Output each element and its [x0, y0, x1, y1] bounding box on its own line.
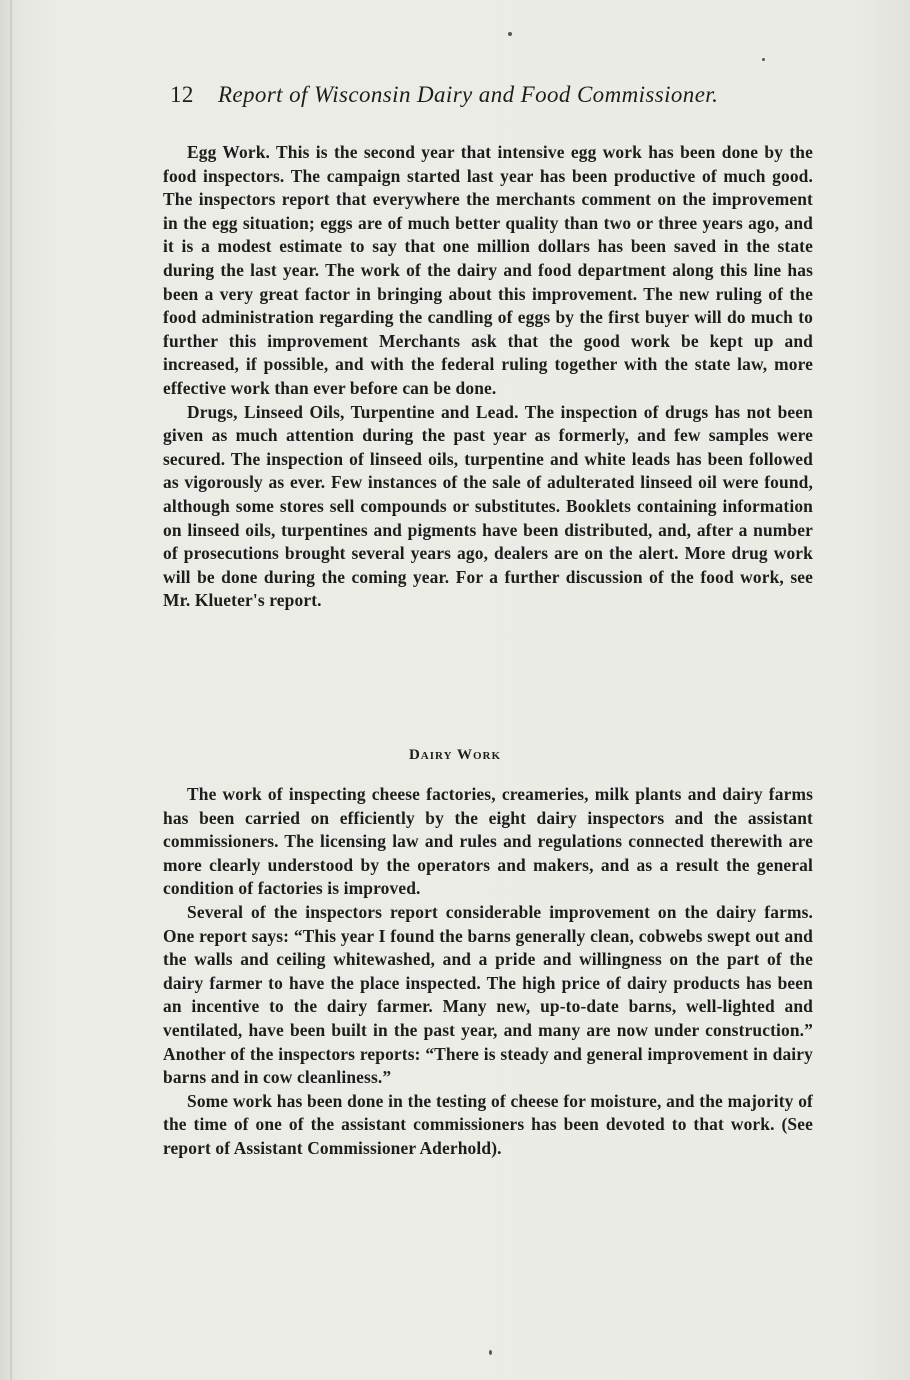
scan-speck	[508, 32, 512, 36]
scan-speck	[489, 1350, 492, 1355]
egg-work-paragraph	[163, 141, 813, 401]
binding-gutter	[10, 0, 12, 1380]
dairy-paragraph-3: Some work has been done in the testing of cheese for moisture, and the majority of the time of one of the assistant commissioners has been devoted to that work. (See report of Assistant Commissioner Aderhold).	[163, 1090, 813, 1158]
drugs-heading: Drugs, Linseed Oils, Turpentine and Lead.	[187, 401, 519, 422]
drugs-paragraph	[163, 401, 813, 613]
dairy-work-heading: Dairy Work	[408, 747, 502, 763]
section-dairy-work	[163, 783, 813, 1161]
dairy-paragraph-2: Several of the inspectors report considerable improvement on the dairy farms. One report says: “This year I found the barns generally clean, cobwebs swept out and the walls and ceiling whitewashed, and a pride and willingness on the part of the dairy farmer to have the place inspected. The high price of dairy products has been an incentive to the dairy farmer. Many new, up-to-date barns, well-lighted and ventilated, have been built in the past year, and many are now under construction.” Another of the inspectors reports: “There is steady and general improvement in dairy barns and in cow cleanliness.”	[163, 901, 813, 1088]
page-number: 12	[170, 82, 194, 107]
section-food-work	[163, 141, 813, 613]
dairy-paragraph-1: The work of inspecting cheese factories, creameries, milk plants and dairy farms has been carried on efficiently by the eight dairy inspectors and the assistant commissioners. The licensing law and rules and regulations connected therewith are more clearly understood by the operators and makers, and as a result the general condition of factories is improved.	[163, 784, 813, 899]
running-title: Report of Wisconsin Dairy and Food Commissioner.	[217, 82, 719, 107]
egg-work-text: This is the second year that intensive egg work has been done by the food inspectors. The campaign started last year has been productive of much good. The inspectors report that everywhere the merchants comment on the improvement in the egg situation; eggs are of much better quality than two or three years ago, and it is a modest estimate to say that one million dollars has been saved in the state during the last year. The work of the dairy and food department along this line has been a very great factor in bringing about this improvement. The new ruling of the food administration regarding the candling of eggs by the first buyer will do much to further this improvement Merchants ask that the good work be kept up and increased, if possible, and with the federal ruling together with the state law, more effective work than ever before can be done.	[163, 142, 813, 398]
scan-speck	[762, 58, 765, 61]
drugs-text: The inspection of drugs has not been given as much attention during the past year as formerly, and few samples were secured. The inspection of linseed oils, turpentine and white leads has been followed as vigorously as ever. Few instances of the sale of adulterated linseed oil were found, although some stores sell compounds or substitutes. Booklets containing information on linseed oils, turpentines and pigments have been distributed, and, after a number of prosecutions brought several years ago, dealers are on the alert. More drug work will be done during the coming year. For a further discussion of the food work, see Mr. Klueter's report.	[163, 401, 813, 611]
running-header	[170, 82, 770, 108]
egg-work-heading: Egg Work.	[187, 142, 271, 162]
